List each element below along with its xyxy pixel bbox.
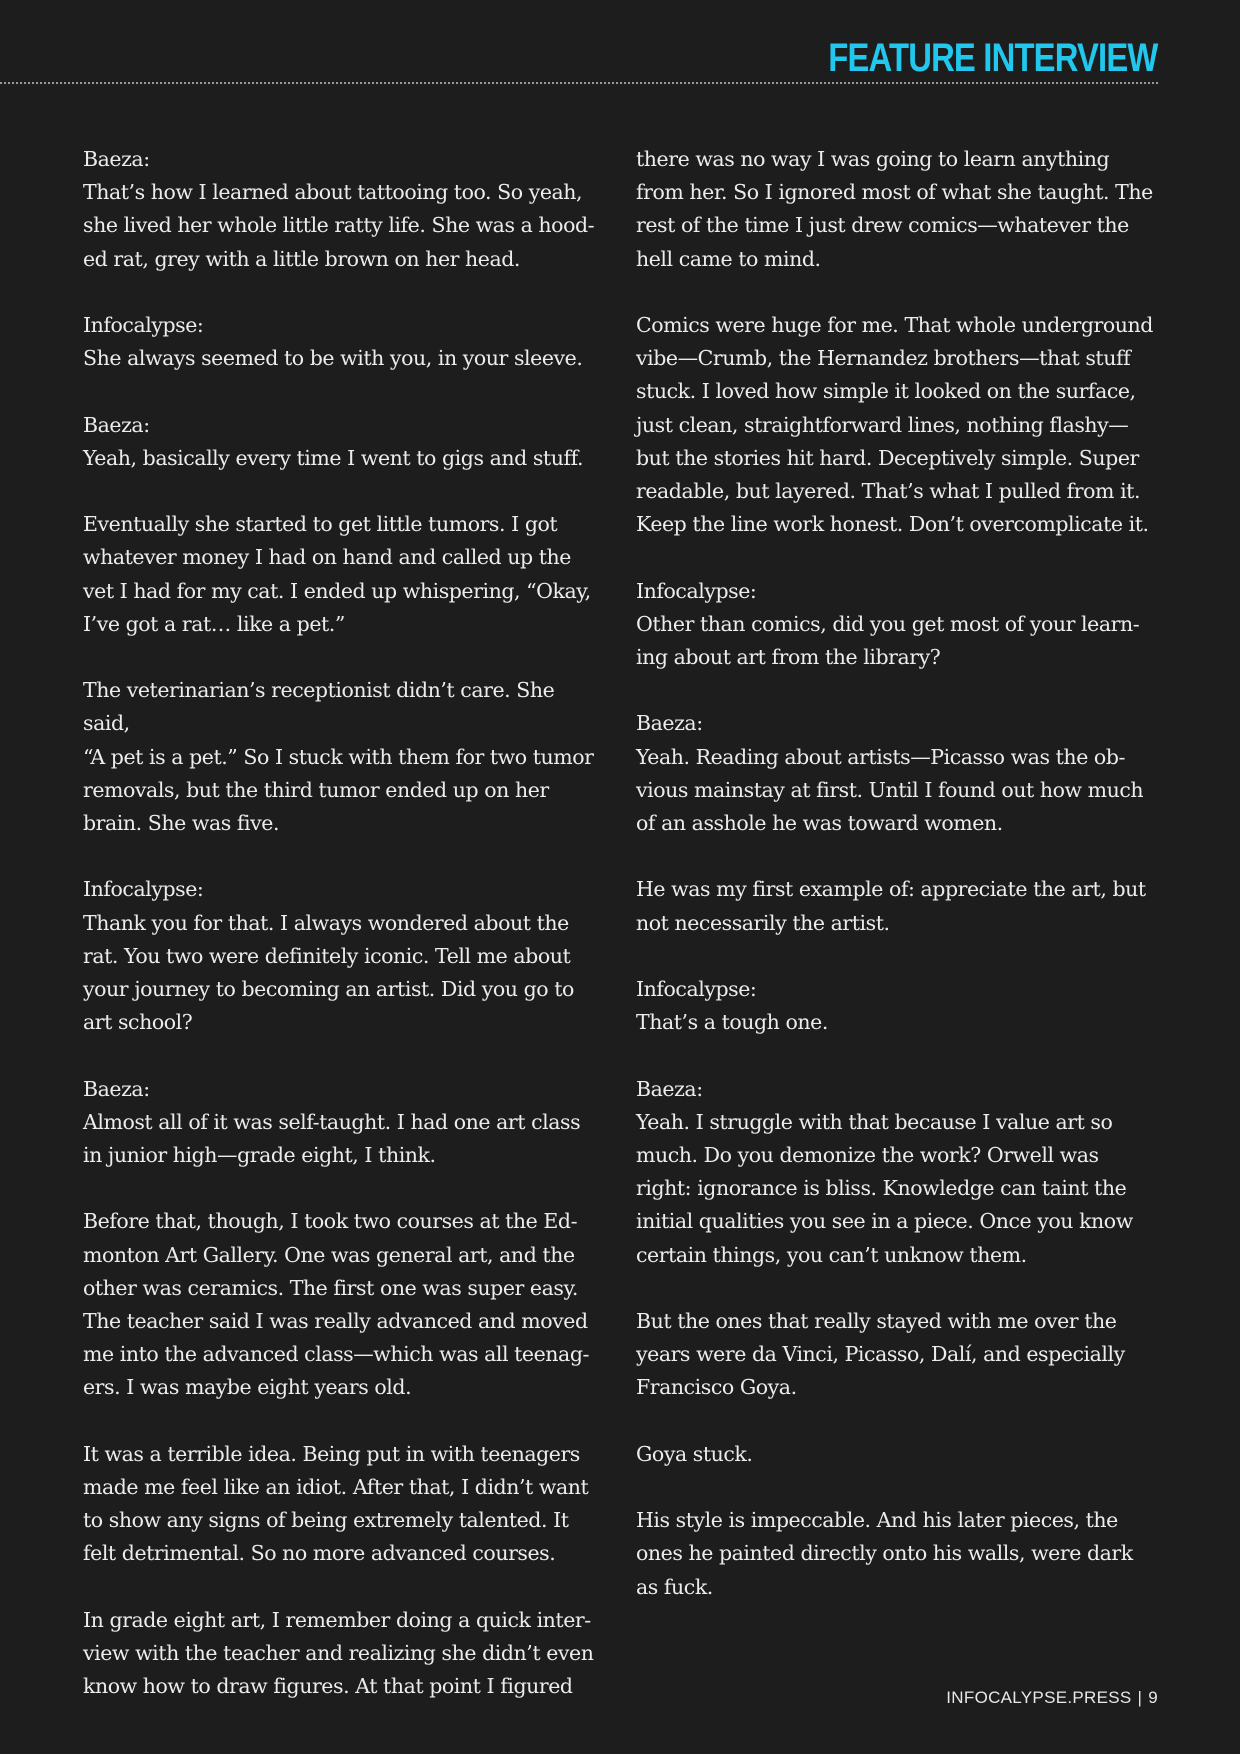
interview-paragraph: He was my first example of: appreciate the art, but not necessarily the artist.: [636, 877, 1146, 935]
header-dotted-rule: [0, 82, 1158, 84]
interview-paragraph: The veterinarian’s receptionist didn’t care. She said, “A pet is a pet.” So I stuck with them for two tumor removals, but the third tumor ended up on her brain. She was five.: [83, 678, 594, 835]
footer-separator: |: [1137, 1688, 1143, 1707]
interview-paragraph: there was no way I was going to learn anything from her. So I ignored most of what she taught. The rest of the time I just drew comics—whatever the hell came to mind.: [636, 147, 1153, 271]
interview-paragraph: Baeza: Yeah. I struggle with that because I value art so much. Do you demonize the work? Orwell was right: ignorance is bliss. Knowledge can taint the initial qualities you see in a piece. Once you know certain things, you can’t unknow them.: [636, 1076, 1133, 1267]
interview-paragraph: Baeza: That’s how I learned about tattooing too. So yeah, she lived her whole little ratty life. She was a hood- ed rat, grey with a little brown on her head.: [83, 147, 595, 271]
section-title: FEATURE INTERVIEW: [828, 36, 1158, 80]
page-number: 9: [1148, 1688, 1158, 1707]
right-column: [636, 143, 1158, 1637]
interview-paragraph: Comics were huge for me. That whole underground vibe—Crumb, the Hernandez brothers—that stuff stuck. I loved how simple it looked on the surface, just clean, straightforward lines, nothing flashy— but the stories hit hard. Deceptively simple. Super readable, but layered. That’s what I pulled from it. Keep the line work honest. Don’t overcomplicate it.: [636, 313, 1153, 537]
interview-paragraph: Infocalypse: Other than comics, did you get most of your learn- ing about art from the library?: [636, 578, 1140, 670]
interview-paragraph: His style is impeccable. And his later pieces, the ones he painted directly onto his walls, were dark as fuck.: [636, 1508, 1133, 1599]
footer-site-name: INFOCALYPSE.PRESS: [946, 1688, 1132, 1707]
interview-paragraph: Eventually she started to get little tumors. I got whatever money I had on hand and called up the vet I had for my cat. I ended up whispering, “Okay, I’ve got a rat… like a pet.”: [83, 512, 591, 636]
interview-paragraph: In grade eight art, I remember doing a quick inter- view with the teacher and realizing she didn’t even know how to draw figures. At that point I figured: [83, 1607, 594, 1699]
interview-paragraph: Baeza: Yeah. Reading about artists—Picasso was the ob- vious mainstay at first. Until I found out how much of an asshole he was toward women.: [636, 711, 1144, 836]
page-footer: [946, 1688, 1158, 1708]
page-header: [0, 0, 1240, 86]
interview-paragraph: Goya stuck.: [636, 1441, 753, 1466]
interview-paragraph: Infocalypse: She always seemed to be with you, in your sleeve.: [83, 313, 583, 371]
interview-paragraph: Before that, though, I took two courses at the Ed- monton Art Gallery. One was general art, and the other was ceramics. The first one was super easy. The teacher said I was really advanced and moved me into the advanced class—which was all teenag- ers. I was maybe eight years old.: [83, 1209, 589, 1400]
interview-paragraph: Infocalypse: Thank you for that. I always wondered about the rat. You two were definitely iconic. Tell me about your journey to becoming an artist. Did you go to art school?: [83, 877, 574, 1035]
interview-paragraph: But the ones that really stayed with me over the years were da Vinci, Picasso, Dalí, and especially Francisco Goya.: [636, 1309, 1125, 1400]
left-column: [83, 143, 605, 1737]
interview-paragraph: Baeza: Yeah, basically every time I went to gigs and stuff.: [83, 412, 584, 470]
interview-paragraph: It was a terrible idea. Being put in with teenagers made me feel like an idiot. After that, I didn’t want to show any signs of being extremely talented. It felt detrimental. So no more advanced courses.: [83, 1441, 589, 1566]
interview-paragraph: Baeza: Almost all of it was self-taught. I had one art class in junior high—grade eight, I think.: [83, 1076, 581, 1167]
interview-paragraph: Infocalypse: That’s a tough one.: [636, 977, 828, 1035]
